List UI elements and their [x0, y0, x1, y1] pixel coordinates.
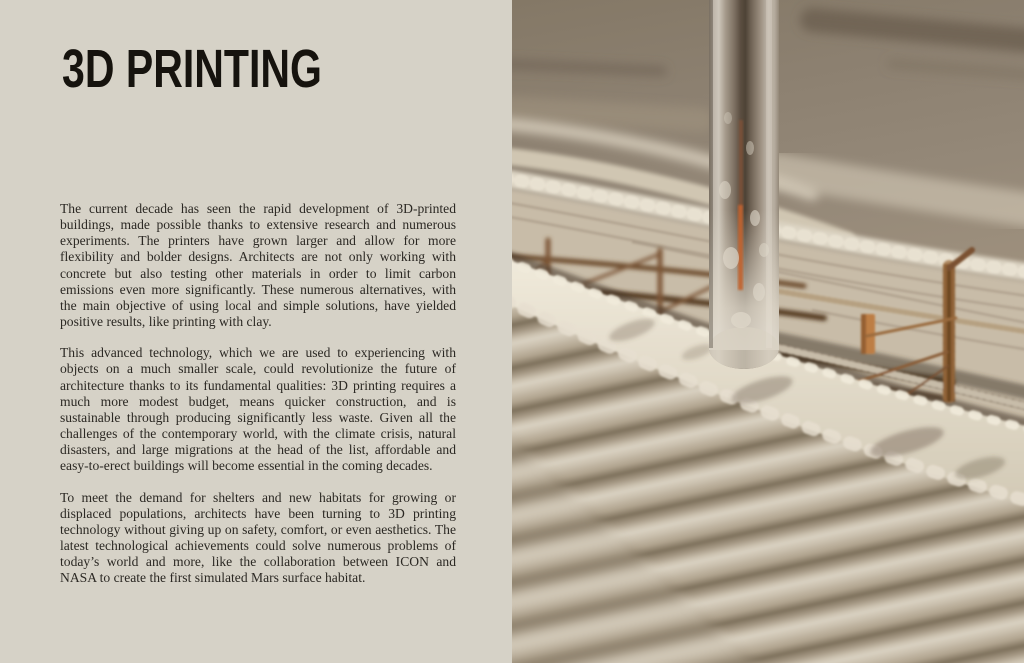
article-body [60, 201, 456, 601]
photo-illustration [512, 0, 1024, 663]
article-title: 3D PRINTING [62, 39, 322, 99]
article-paragraph-3: To meet the demand for shelters and new habitats for growing or displaced populations, architects have been turning to 3D printing technology without giving up on safety, comfort, or even aesthetics. The latest technological achievements could solve numerous problems of today’s world and more, like the collaboration between ICON and NASA to create the first simulated Mars surface habitat. [60, 489, 456, 586]
printed-wall-photo [512, 0, 1024, 663]
article-paragraph-1: The current decade has seen the rapid development of 3D-printed buildings, made possible thanks to extensive research and numerous experiments. The printers have grown larger and allow for more flexibility and bolder designs. Architects are not only working with concrete but also testing other materials in order to limit carbon emissions even more significantly. These numerous alternatives, with the main objective of using local and simple solutions, have yielded positive results, like printing with clay. [60, 201, 456, 330]
photo-page [512, 0, 1024, 663]
article-paragraph-2: This advanced technology, which we are used to experiencing with objects on a much smaller scale, could revolutionize the future of architecture thanks to its fundamental qualities: 3D printing requires a much more modest budget, means quicker construction, and is sustainable through producing significantly less waste. Given all the challenges of the contemporary world, with the climate crisis, natural disasters, and large migrations at the head of the list, affordable and easy-to-erect buildings will become essential in the coming decades. [60, 345, 456, 474]
metal-pipe [709, 0, 779, 369]
